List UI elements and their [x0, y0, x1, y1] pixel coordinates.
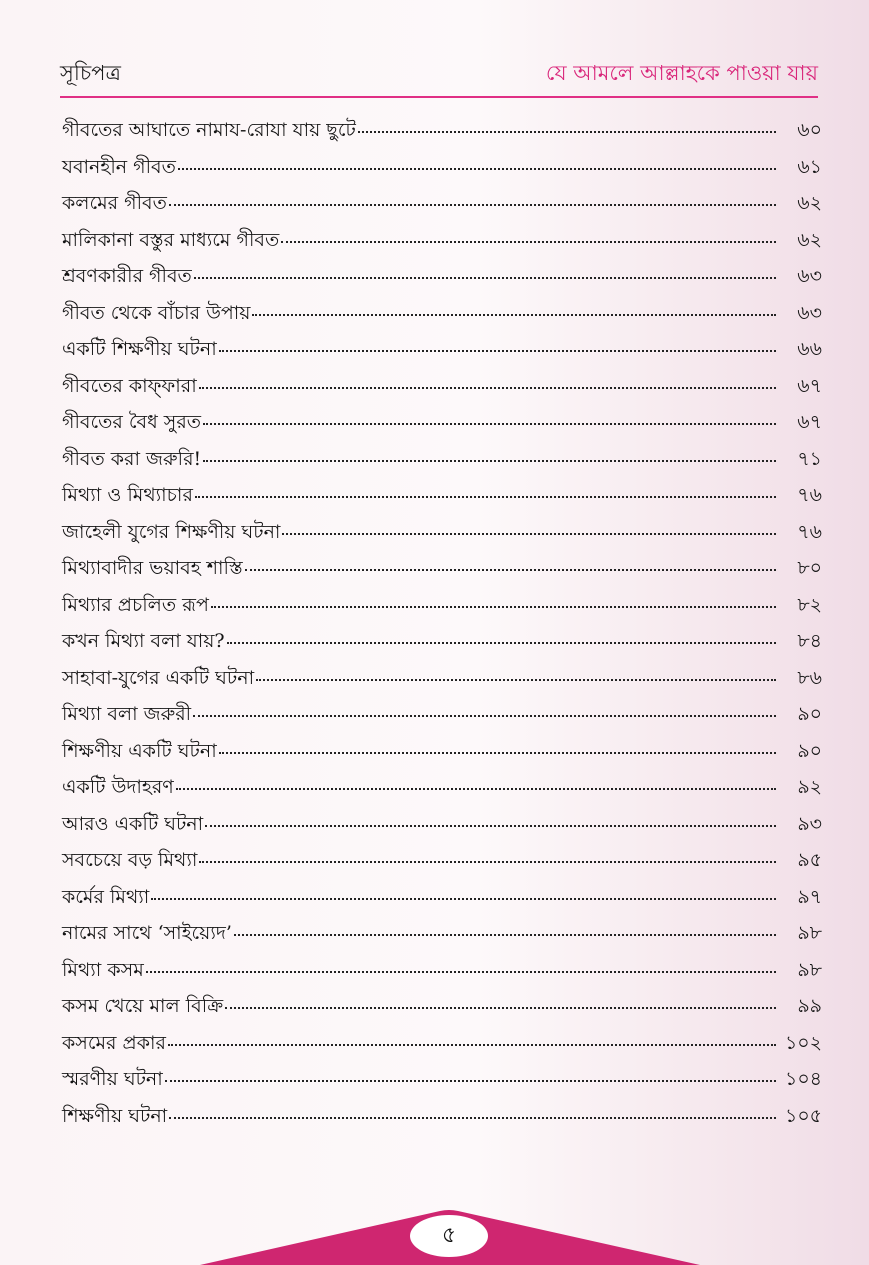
- toc-entry-title: মিথ্যা ও মিথ্যাচার: [62, 484, 193, 506]
- toc-leader-dots: [211, 606, 776, 608]
- toc-entry-title: আরও একটি ঘটনা: [62, 812, 204, 835]
- toc-entry-page: ৬৩: [797, 301, 822, 324]
- toc-entry-page: ৯৭: [797, 885, 822, 908]
- toc-entry: [62, 587, 822, 624]
- toc-entry-title: সাহাবা-যুগের একটি ঘটনা: [62, 666, 255, 689]
- header-book-title: যে আমলে আল্লাহকে পাওয়া যায়: [545, 61, 818, 85]
- toc-entry-title: যবানহীন গীবত: [62, 155, 176, 178]
- toc-entry-title: শ্রবণকারীর গীবত: [62, 265, 192, 287]
- toc-entry-title: গীবত থেকে বাঁচার উপায়: [62, 301, 251, 324]
- toc-leader-dots: [176, 788, 776, 790]
- toc-entry-page: ৯৫: [797, 849, 822, 871]
- toc-leader-dots: [194, 277, 776, 279]
- toc-entry: [62, 258, 822, 295]
- toc-entry-title: গীবতের কাফ্ফারা: [62, 374, 197, 397]
- toc-leader-dots: [252, 314, 776, 316]
- toc-leader-dots: [256, 679, 776, 681]
- toc-entry: [62, 477, 822, 514]
- toc-leader-dots: [219, 350, 776, 352]
- toc-entry: [62, 1061, 822, 1098]
- toc-leader-dots: [169, 204, 776, 206]
- toc-entry-page: ৬২: [797, 192, 822, 214]
- toc-entry: [62, 368, 822, 405]
- toc-leader-dots: [234, 934, 776, 936]
- toc-entry-title: মিথ্যাবাদীর ভয়াবহ শাস্তি: [62, 557, 243, 579]
- toc-entry: [62, 222, 822, 259]
- toc-entry-title: কর্মের মিথ্যা: [62, 885, 150, 908]
- toc-entry: [62, 952, 822, 989]
- toc-entry-page: ৯২: [797, 776, 822, 798]
- toc-entry-page: ৯৯: [797, 995, 822, 1017]
- toc-entry: [62, 295, 822, 332]
- toc-leader-dots: [199, 861, 776, 863]
- toc-leader-dots: [219, 752, 776, 754]
- toc-entry-title: কসম খেয়ে মাল বিক্রি: [62, 995, 224, 1017]
- toc-leader-dots: [203, 460, 776, 462]
- toc-leader-dots: [193, 715, 776, 717]
- toc-entry-title: একটি উদাহরণ: [62, 776, 174, 798]
- toc-entry-title: গীবতের আঘাতে নামায-রোযা যায় ছুটে: [62, 119, 356, 141]
- toc-entry: [62, 331, 822, 368]
- toc-entry: [62, 806, 822, 843]
- toc-entry-page: ৬৭: [797, 411, 822, 433]
- toc-leader-dots: [227, 642, 776, 644]
- toc-entry-page: ৯০: [797, 739, 822, 762]
- toc-entry-page: ৯৮: [797, 922, 822, 944]
- toc-entry: [62, 1098, 822, 1135]
- toc-entry: [62, 185, 822, 222]
- toc-entry: [62, 149, 822, 186]
- toc-entry-page: ৭৬: [797, 484, 822, 506]
- header-section-title: সূচিপত্র: [60, 61, 121, 85]
- toc-entry-page: ১০২: [784, 1031, 822, 1054]
- toc-leader-dots: [358, 131, 776, 133]
- toc-entry: [62, 696, 822, 733]
- toc-entry-title: মিথ্যার প্রচলিত রূপ: [62, 593, 209, 616]
- running-header: [60, 58, 818, 96]
- toc-entry-page: ৭৬: [797, 520, 822, 543]
- toc-entry-title: মালিকানা বস্তুর মাধ্যমে গীবত: [62, 228, 280, 251]
- toc-entry-page: ৯৮: [797, 958, 822, 981]
- toc-entry-page: ১০৫: [784, 1104, 822, 1127]
- toc-leader-dots: [199, 387, 776, 389]
- toc-leader-dots: [205, 825, 776, 827]
- toc-entry-page: ৬১: [797, 155, 822, 178]
- toc-entry-page: ৯৩: [797, 812, 822, 835]
- toc-entry-page: ৮৪: [797, 630, 822, 652]
- toc-leader-dots: [225, 1007, 776, 1009]
- toc-entry-page: ৬০: [797, 119, 822, 141]
- toc-entry: [62, 112, 822, 149]
- toc-entry: [62, 660, 822, 697]
- toc-leader-dots: [245, 569, 776, 571]
- toc-entry: [62, 915, 822, 952]
- toc-entry: [62, 404, 822, 441]
- toc-leader-dots: [151, 898, 776, 900]
- toc-leader-dots: [203, 423, 776, 425]
- toc-leader-dots: [165, 1080, 776, 1082]
- toc-leader-dots: [282, 533, 776, 535]
- toc-entry-page: ৬২: [797, 228, 822, 251]
- toc-leader-dots: [281, 241, 776, 243]
- toc-entry: [62, 1025, 822, 1062]
- table-of-contents: [62, 112, 822, 1134]
- toc-entry-page: ৮৬: [797, 666, 822, 689]
- toc-entry-title: মিথ্যা কসম: [62, 958, 144, 981]
- toc-entry-page: ৮০: [797, 557, 822, 579]
- toc-entry: [62, 988, 822, 1025]
- toc-entry-title: একটি শিক্ষণীয় ঘটনা: [62, 338, 217, 360]
- toc-entry: [62, 842, 822, 879]
- toc-entry: [62, 733, 822, 770]
- toc-entry-page: ৮২: [797, 593, 822, 616]
- toc-entry: [62, 514, 822, 551]
- toc-entry: [62, 769, 822, 806]
- toc-entry-page: ৭১: [797, 447, 822, 470]
- toc-entry-title: গীবত করা জরুরি!: [62, 447, 202, 470]
- toc-entry-title: মিথ্যা বলা জরুরী: [62, 703, 192, 725]
- toc-entry-title: শিক্ষণীয় একটি ঘটনা: [62, 739, 217, 762]
- toc-entry-page: ৯০: [797, 703, 822, 725]
- page-number: ৫: [410, 1215, 488, 1257]
- toc-entry-title: স্মরণীয় ঘটনা: [62, 1068, 163, 1090]
- toc-entry-title: কখন মিথ্যা বলা যায়?: [62, 630, 225, 652]
- toc-entry-page: ৬৭: [797, 374, 822, 397]
- header-divider: [60, 96, 818, 98]
- toc-entry-page: ৬৩: [797, 265, 822, 287]
- toc-leader-dots: [195, 496, 776, 498]
- toc-entry: [62, 550, 822, 587]
- toc-entry-page: ৬৬: [797, 338, 822, 360]
- toc-entry-title: জাহেলী যুগের শিক্ষণীয় ঘটনা: [62, 520, 281, 543]
- toc-entry-title: নামের সাথে ‘সাইয়্যেদ’: [62, 922, 232, 944]
- toc-entry: [62, 623, 822, 660]
- toc-entry: [62, 879, 822, 916]
- toc-leader-dots: [146, 971, 776, 973]
- toc-leader-dots: [168, 1044, 776, 1046]
- toc-entry-title: সবচেয়ে বড় মিথ্যা: [62, 849, 198, 871]
- toc-entry-title: শিক্ষণীয় ঘটনা: [62, 1104, 168, 1127]
- toc-entry: [62, 441, 822, 478]
- toc-entry-title: কলমের গীবত: [62, 192, 167, 214]
- toc-leader-dots: [169, 1117, 776, 1119]
- toc-leader-dots: [178, 168, 776, 170]
- toc-entry-title: কসমের প্রকার: [62, 1031, 166, 1054]
- toc-entry-title: গীবতের বৈধ সুরত: [62, 411, 202, 433]
- toc-entry-page: ১০৪: [784, 1068, 822, 1090]
